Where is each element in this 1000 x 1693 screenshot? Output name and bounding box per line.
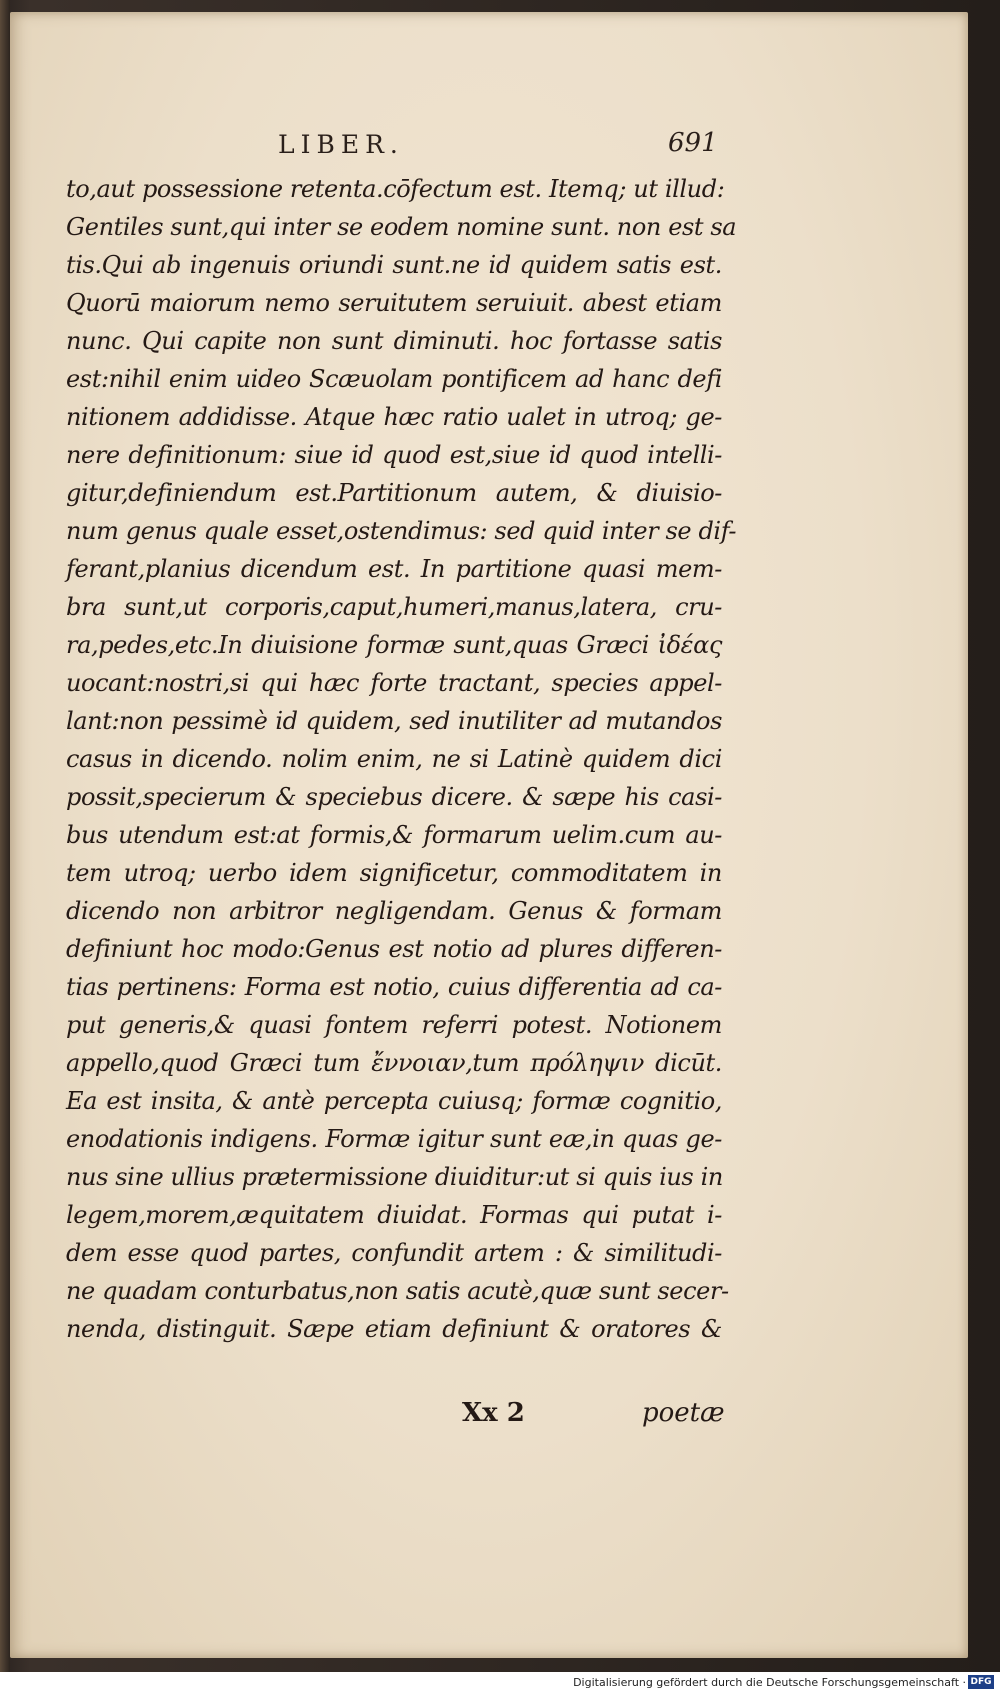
signature-mark: Xx 2 xyxy=(462,1398,525,1428)
book-spine-edge xyxy=(0,0,10,1693)
page-number: 691 xyxy=(668,128,718,158)
text-line: to,aut possessione retenta.cōfectum est. Itemq; ut illud: xyxy=(66,175,725,203)
text-line: dicendo non arbitror negligendam. Genus & formam xyxy=(66,897,722,925)
text-line: possit,specierum & speciebus dicere. & sæpe his casi- xyxy=(66,783,722,811)
funding-credit: Digitalisierung gefördert durch die Deutsche Forschungsgemeinschaft · xyxy=(573,1676,966,1689)
text-line: gitur,definiendum est.Partitionum autem, & diuisio- xyxy=(66,479,722,507)
text-line: ne quadam conturbatus,non satis acutè,quæ sunt secer- xyxy=(66,1277,729,1305)
text-line: ra,pedes,etc.In diuisione formæ sunt,quas Græci ἰδέας xyxy=(66,631,722,659)
text-line: bra sunt,ut corporis,caput,humeri,manus,latera, cru- xyxy=(66,593,722,621)
text-line: ferant,planius dicendum est. In partitione quasi mem- xyxy=(66,555,722,583)
catchword: poetæ xyxy=(642,1398,725,1428)
text-line: tis.Qui ab ingenuis oriundi sunt.ne id quidem satis est. xyxy=(66,251,722,279)
text-line: lant:non pessimè id quidem, sed inutiliter ad mutandos xyxy=(66,707,722,735)
text-line: dem esse quod partes, confundit artem : & similitudi- xyxy=(66,1239,722,1267)
text-line: put generis,& quasi fontem referri potest. Notionem xyxy=(66,1011,722,1039)
text-line: tem utroq; uerbo idem significetur, commoditatem in xyxy=(66,859,722,887)
text-line: nunc. Qui capite non sunt diminuti. hoc fortasse satis xyxy=(66,327,722,355)
text-line: num genus quale esset,ostendimus: sed quid inter se dif- xyxy=(66,517,737,545)
text-line: nenda, distinguit. Sæpe etiam definiunt & oratores & xyxy=(66,1315,722,1343)
text-line: Gentiles sunt,qui inter se eodem nomine sunt. non est sa xyxy=(66,213,737,241)
text-line: appello,quod Græci tum ἔννοιαν,tum πρόληψιν dicūt. xyxy=(66,1049,722,1077)
text-line: bus utendum est:at formis,& formarum uelim.cum au- xyxy=(66,821,722,849)
text-line: tias pertinens: Forma est notio, cuius differentia ad ca- xyxy=(66,973,722,1001)
text-line: est:nihil enim uideo Scæuolam pontificem ad hanc defi xyxy=(66,365,722,393)
text-line: uocant:nostri,si qui hæc forte tractant, species appel- xyxy=(66,669,722,697)
text-line: definiunt hoc modo:Genus est notio ad plures differen- xyxy=(66,935,722,963)
text-line: legem,morem,æquitatem diuidat. Formas qui putat i- xyxy=(66,1201,722,1229)
text-line: nus sine ullius prætermissione diuiditur:ut si quis ius in xyxy=(66,1163,723,1191)
text-line: casus in dicendo. nolim enim, ne si Latinè quidem dici xyxy=(66,745,722,773)
dfg-logo-icon: DFG xyxy=(968,1675,994,1689)
text-line: enodationis indigens. Formæ igitur sunt eæ,in quas ge- xyxy=(66,1125,722,1153)
text-line: nere definitionum: siue id quod est,siue id quod intelli- xyxy=(66,441,722,469)
text-line: Ea est insita, & antè percepta cuiusq; formæ cognitio, xyxy=(66,1087,722,1115)
body-text xyxy=(66,170,737,1348)
running-head: LIBER. xyxy=(278,130,404,159)
text-line: nitionem addidisse. Atque hæc ratio ualet in utroq; ge- xyxy=(66,403,722,431)
text-line: Quorū maiorum nemo seruitutem seruiuit. abest etiam xyxy=(66,289,722,317)
